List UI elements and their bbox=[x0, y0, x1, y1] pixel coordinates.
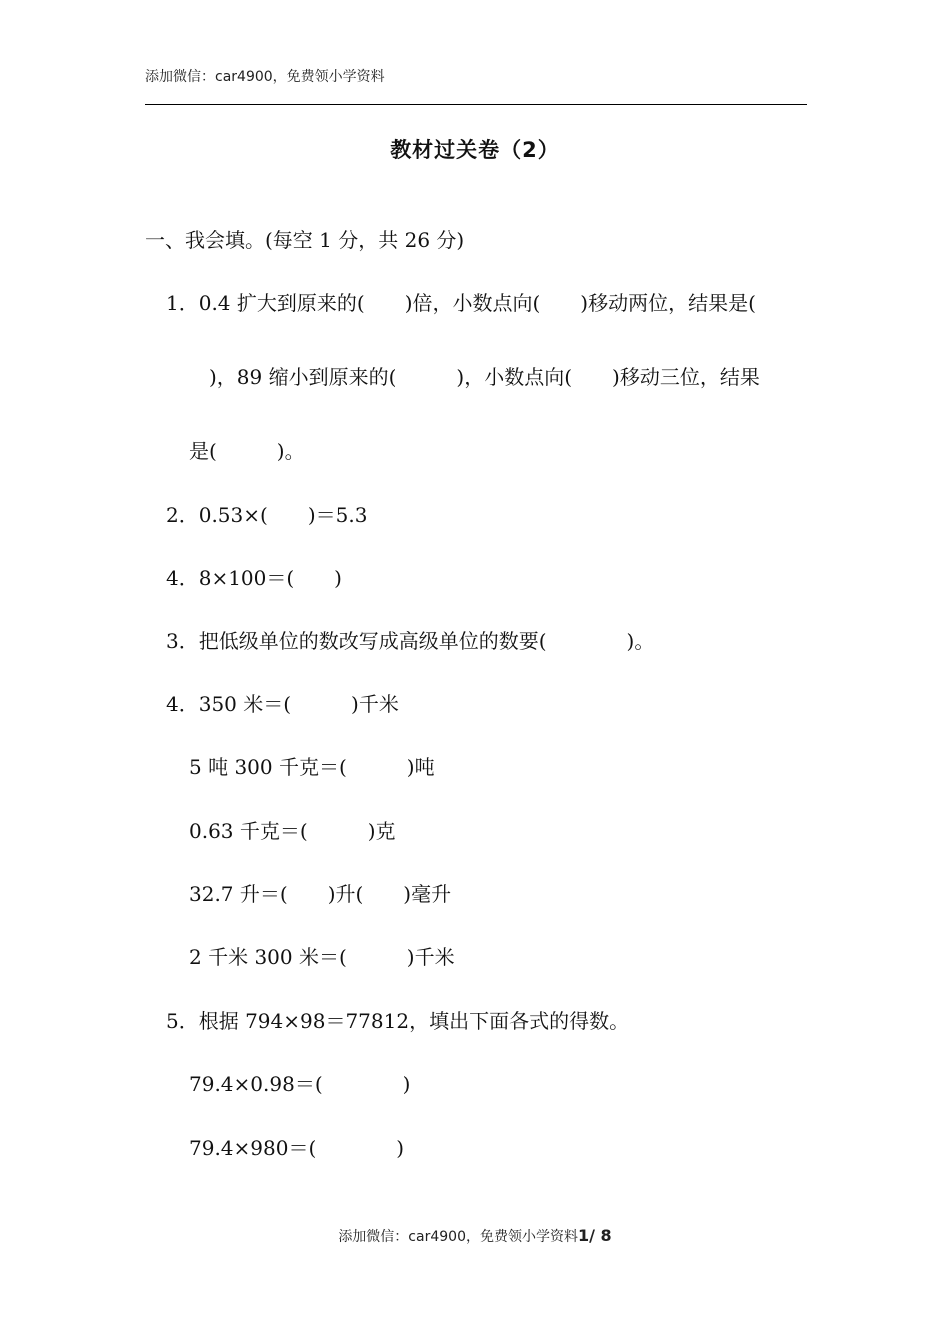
question-4b-item-4: 32.7 升＝( )升( )毫升 bbox=[189, 882, 452, 906]
question-4b-item-2: 5 吨 300 千克＝( )吨 bbox=[189, 755, 435, 779]
question-4b-item-3: 0.63 千克＝( )克 bbox=[189, 819, 396, 843]
question-4b: 4．350 米＝( )千米 bbox=[166, 692, 399, 716]
question-5-item-1: 79.4×0.98＝( ) bbox=[189, 1072, 411, 1096]
question-1-line-1: 1．0.4 扩大到原来的( )倍，小数点向( )移动两位，结果是( bbox=[166, 291, 756, 315]
footer-text: 添加微信：car4900，免费领小学资料 bbox=[338, 1229, 578, 1245]
question-4b-item-5: 2 千米 300 米＝( )千米 bbox=[189, 945, 455, 969]
page-number: 1/ 8 bbox=[577, 1226, 612, 1245]
question-2: 2．0.53×( )＝5.3 bbox=[166, 503, 368, 527]
question-3: 3．把低级单位的数改写成高级单位的数要( )。 bbox=[166, 629, 655, 653]
question-4a: 4．8×100＝( ) bbox=[166, 566, 342, 590]
section-heading: 一、我会填。(每空 1 分，共 26 分) bbox=[145, 228, 465, 252]
page-footer bbox=[0, 1226, 950, 1246]
question-5-item-2: 79.4×980＝( ) bbox=[189, 1136, 405, 1160]
question-1-line-2: )，89 缩小到原来的( )，小数点向( )移动三位，结果 bbox=[189, 365, 760, 389]
page-header-text: 添加微信：car4900，免费领小学资料 bbox=[145, 69, 385, 85]
question-1-line-3: 是( )。 bbox=[189, 439, 305, 463]
header-divider bbox=[145, 104, 807, 105]
question-5: 5．根据 794×98＝77812，填出下面各式的得数。 bbox=[166, 1009, 630, 1033]
page-title: 教材过关卷（2） bbox=[390, 138, 560, 162]
